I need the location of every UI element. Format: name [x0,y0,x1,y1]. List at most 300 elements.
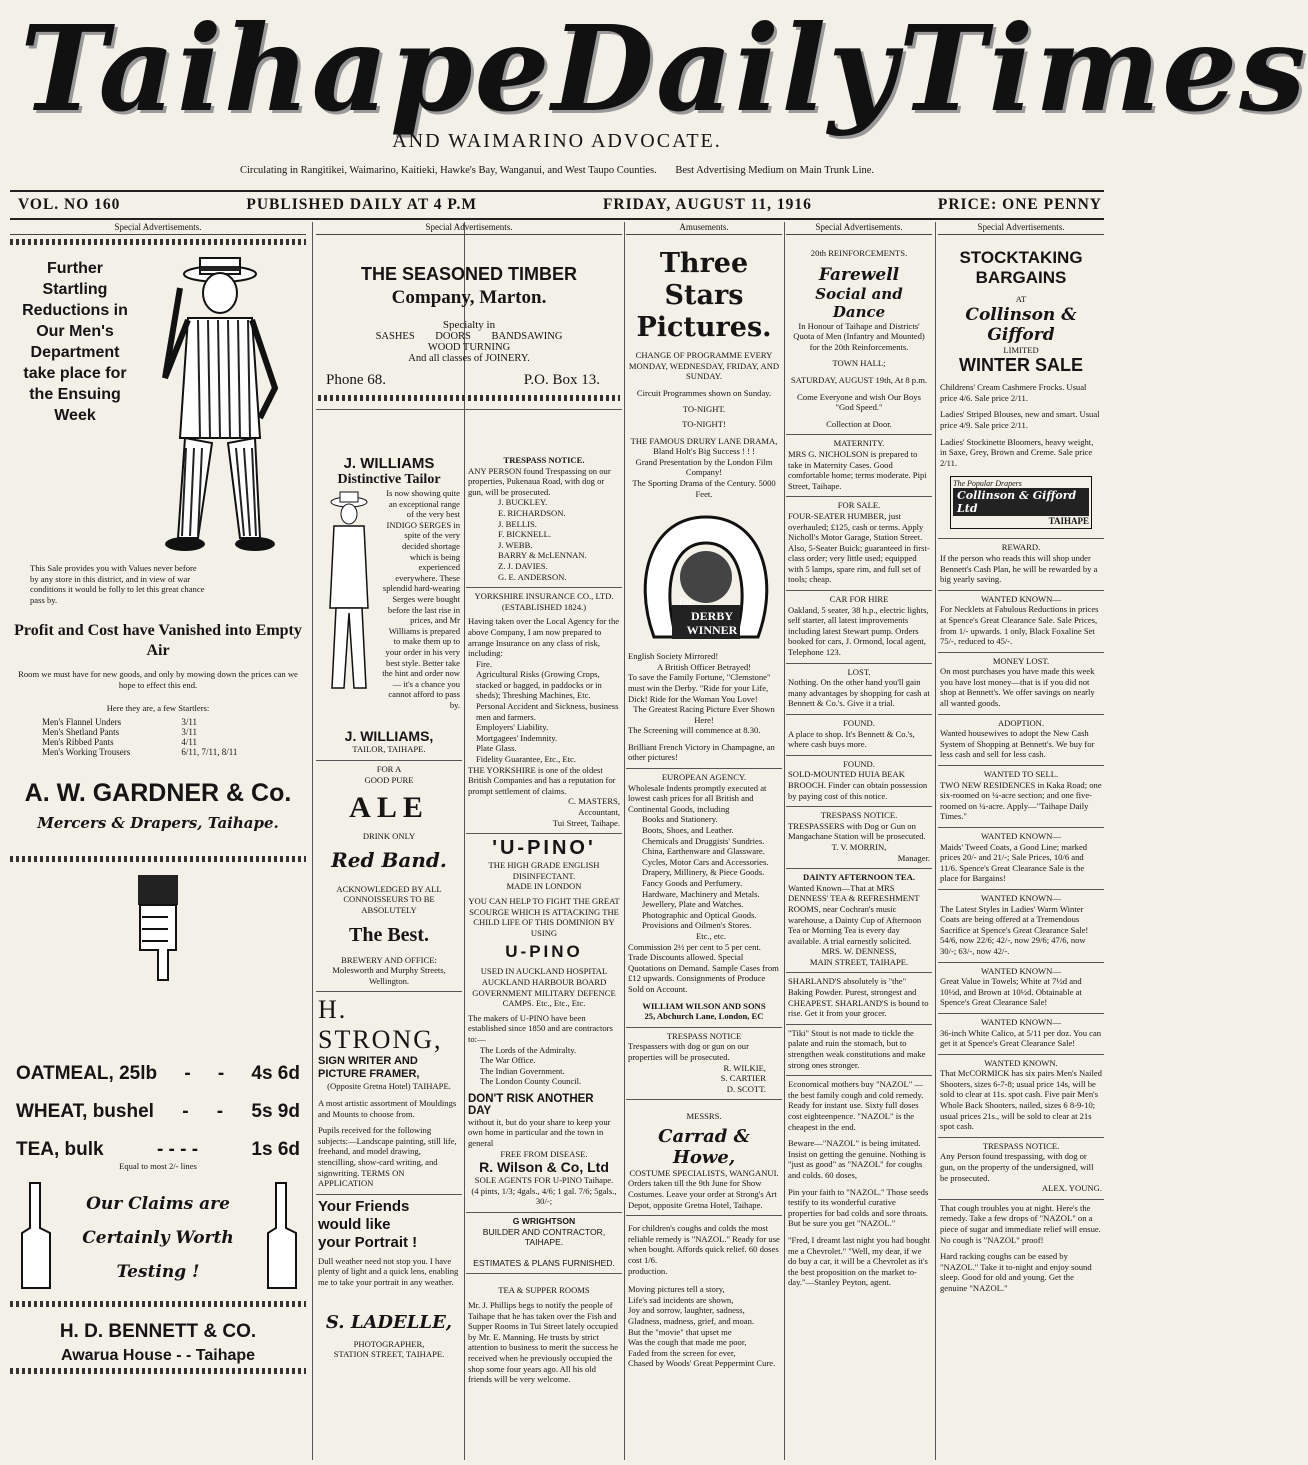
gardner-firm-name: A. W. GARDNER & Co. [24,779,292,808]
afternoon-tea-advert [786,869,932,973]
title-word-taihape: Taihape [20,0,552,138]
name: J. BUCKLEY. [498,497,548,508]
ale-address: Molesworth and Murphy Streets, Wellington. [332,965,446,986]
masthead [0,0,1308,230]
notice-title: WANTED KNOWN— [981,831,1061,841]
trespass-3-name: T. V. MORRIN, [831,841,887,852]
ornamental-border [318,395,620,401]
reward-title: REWARD. [1001,542,1041,553]
ale-drink-only: DRINK ONLY [362,831,416,842]
wrightson-name: G WRIGHTSON [512,1216,576,1227]
sharland-advert [786,973,932,1024]
farewell-social-advert [786,239,932,435]
portrait-headline [318,1198,460,1252]
risk: Fire. [476,658,492,669]
insurance-risks [468,659,620,765]
tiki-body: "Tiki" Stout is not made to tickle the palate and ruin the stomach, but to strengthen weak constitutions and make strong ones stronger. [788,1027,926,1070]
issue-price: PRICE: ONE PENNY [937,196,1102,213]
circulation-line [0,165,1114,176]
upino-makers: The makers of U-PINO have been established since 1850 and are contractors to:— [468,1012,613,1044]
insurance-agent-role: Accountant, [578,807,620,817]
headline-line: Our Men's [36,323,114,340]
goods-line: China, Earthenware and Glassware. [642,846,765,857]
ale-for: FOR A [376,764,402,775]
notice-title: MONEY LOST. [992,655,1050,666]
timber-wood: WOOD TURNING [427,342,511,353]
programme-change: CHANGE OF PROGRAMME EVERY MONDAY, WEDNESDAY, FRIDAY, AND SUNDAY. [628,350,780,382]
ornamental-border [10,239,306,245]
bennett-firm-sub: Awarua House - - Taihape [60,1346,256,1364]
headline-line: take place for [23,365,127,382]
column-rule [312,222,313,1460]
item: OATMEAL, 25lb [16,1063,158,1085]
tailored-man-illustration [318,488,380,698]
claims-line: Testing ! [116,1261,200,1282]
williams-name: J. WILLIAMS [343,455,435,472]
headline-line: Department [30,344,120,361]
notice-body: For Necklets at Fabulous Reductions in prices at Spence's Great Clearance Sale. Sale Prices, from 1/- upwards. 1 only, Black Foxaline Set 75/-, reduced to 45/-. [940,604,1099,647]
chevrolet-paragraph: "Fred, I dreamt last night you had bought me a Chevrolet." "Well, my dear, if we do buy a car, it will be a Chevrolet as it's the best proposition on the market to-day."—Stanley Peyton, agent. [788,1234,930,1288]
poem-line: Faded from the screen for ever, [628,1347,736,1358]
gardner-headline [10,248,140,563]
name: S. CARTIER [720,1073,766,1084]
red-band-ale-advert [316,761,462,992]
williams-address: TAILOR, TAIHAPE. [352,744,426,755]
circulation-text: Circulating in Rangitikei, Waimarino, Kaitieki, Hawke's Bay, Wanganui, and West Taupo Counties. [239,165,657,176]
nazol-paragraph: Pin your faith to "NAZOL." Those seeds testify to its wonderful curative properties for bad colds and sore throats. But be sure you get "NAZOL." [788,1186,929,1229]
lost-notice [786,664,932,715]
column-heading: Special Advertisements. [938,222,1104,235]
drama-sporting: The Sporting Drama of the Century. 5000 Feet. [632,477,776,499]
notice-body: Great Value in Towels; White at 7½d and 10½d, and Brown at 10½d. Obtainable at Spence's Great Clearance Sale! [940,976,1082,1008]
gardner-price-list [40,717,270,757]
description-line: English Society Mirrored! [628,651,719,662]
williams-signature: J. WILLIAMS, [344,728,434,745]
column-heading: Special Advertisements. [316,222,622,235]
agency-address: 25, Abchurch Lane, London, EC [644,1011,764,1022]
trespass-2-body: Trespassers with dog or gun on our properties will be prosecuted. [628,1041,749,1062]
column-2-body [316,452,462,1460]
social-dance-title: Social and Dance [815,284,903,321]
mccormick-notice [938,1055,1104,1138]
lost-body: Nothing. On the other hand you'll gain many advantages by shopping for cash at Bennett & Co.'s. Give it a trial. [788,677,930,709]
carrad-howe-advert [626,1100,782,1216]
notice-body: TWO NEW RESIDENCES in Kaka Road; one six-roomed on ¼-acre section; and one five-roomed on ¼-acre. Apply—"Taihape Daily Times." [940,779,1102,822]
wanted-known-notice [938,890,1104,963]
ale-brand: Red Band. [331,847,447,872]
headline-line: your Portrait ! [318,1233,418,1251]
agency-goods [628,814,780,941]
price-row [40,717,270,727]
item-price: 6/11, 7/11, 8/11 [181,747,238,758]
timber-advert [316,239,622,410]
ladelle-role: PHOTOGRAPHER, [353,1338,425,1349]
collinson-gifford-logo [950,476,1092,529]
derby-winner-horseshoe-illustration [632,507,776,647]
price-row [40,747,270,757]
ornamental-border [10,856,306,862]
notice-title: WANTED KNOWN— [981,965,1061,976]
wanted-known-notice [938,828,1104,890]
agency-title: EUROPEAN AGENCY. [661,772,747,783]
wanted-known-notice [938,591,1104,653]
stock-item: Childrens' Cream Cashmere Frocks. Usual price 4/6. Sale price 2/11. [940,382,1087,403]
williams-advert [316,452,462,761]
three-stars-title [628,248,780,344]
trespass-notice-3-advert [786,807,932,869]
risk: Agricultural Risks (Growing Crops, stacked or bagged, in paddocks or in sheds); Threshing Machines, Etc. [476,669,602,701]
column-heading: Amusements. [626,222,782,235]
ladelle-name: S. LADELLE, [325,1311,453,1333]
adoption-notice [938,715,1104,766]
notice-body: Any Person found trespassing, with dog or gun, on the property of the undersigned, will be prosecuted. [940,1151,1094,1183]
agency-body: Wholesale Indents promptly executed at lowest cash prices for all British and Continental Goods, including [628,782,767,814]
price: 4s 6d [251,1063,300,1085]
column-1 [10,222,306,1460]
column-heading: Special Advertisements. [786,222,932,235]
agency-commission: Commission 2½ per cent to 5 per cent. Trade Discounts allowed. Special Quotations on Demand. Sample Cases from £12 upwards. Consignments of Produce Sold on Account. [628,941,779,994]
european-agency-advert [626,769,782,1028]
name: Z. J. DAVIES. [498,560,548,571]
nazol-paragraph: Beware—"NAZOL" is being imitated. Insist on getting the genuine. Nothing is "just as good" as "NAZOL" for coughs and colds. 60 doses, [788,1138,926,1180]
gardner-profit-headline: Profit and Cost have Vanished into Empty Air [14,622,302,660]
notice-title: TRESPASS NOTICE. [982,1140,1060,1151]
wanted-known-notice [938,963,1104,1014]
tea-rooms-title: TEA & SUPPER ROOMS [498,1285,590,1296]
strong-advert [316,992,462,1194]
trespass-3-role: Manager. [897,852,930,863]
description-line: The Greatest Racing Picture Ever Shown Here! [633,704,775,725]
newspaper-title [0,0,1308,138]
name: G. E. ANDERSON. [498,571,567,582]
stock-at: AT [1015,294,1027,304]
notice-title: WANTED KNOWN— [981,1016,1061,1027]
timber-phone: Phone 68. [326,372,386,388]
upino-name: U-PINO [505,942,583,962]
tea-rooms-body: Mr. J. Phillips begs to notify the people of Taihape that he has taken over the Fish and Supper Rooms in Tui Street lately occupied by Mr. E. Manning. He trusts by strict attention to business to merit the success he received when he previously occupied the shop some four years ago. All his old friends will be very welcome. [468,1300,619,1385]
upino-free: FREE FROM DISEASE. [500,1148,588,1159]
maternity-body: MRS G. NICHOLSON is prepared to take in Maternity Cases. Good comfortable home; terms moderate. Pipi Street, Taihape. [788,448,927,491]
goods-line: Provisions and Oilmen's Stores. [642,920,752,931]
williams-body-wrap [318,488,460,710]
trespass-3-title: TRESPASS NOTICE. [820,810,898,821]
strong-role: SIGN WRITER AND PICTURE FRAMER, [318,1055,420,1081]
for-sale-body: FOUR-SEATER HUMBER, just overhauled; £125, cash or terms. Apply Nicholl's Motor Garage, Station Street. Also, 5-Seater Buick; guaranteed in first-class order; very little used; equipped with 5 lamps, spare rim, and full set of tools; cheap. [788,510,930,585]
description-line: Brilliant French Victory in Champagne, an other pictures! [628,741,775,763]
contractor: The Indian Government. [480,1065,565,1076]
found-notice-1 [786,715,932,756]
tonight-2: TO-NIGHT! [682,418,726,429]
derby-description [628,651,780,763]
found-body: SOLD-MOUNTED HUIA BEAK BROOCH. Finder can obtain possession by paying cost of this notice. [788,769,928,801]
contractor: The War Office. [480,1055,536,1066]
poem-line: Joy and sorrow, laughter, sadness, [628,1305,745,1316]
trespass-notice-4-advert [938,1138,1104,1200]
wrightson-role: BUILDER AND CONTRACTOR, TAIHAPE. [482,1226,606,1248]
risk: Plate Glass. [476,743,517,754]
risk: Mortgagees' Indemnity. [476,732,558,743]
wanted-to-sell-notice [938,766,1104,828]
nazol-paragraph: Economical mothers buy "NAZOL" —the best family cough and cold remedy. Ready for instant use. Sixty full doses cost eighteenpence. "NAZOL" is the cheapest in the end. [788,1079,924,1132]
timber-box: P.O. Box 13. [523,372,600,388]
goods-line: Photographic and Optical Goods. [642,909,757,920]
goods-line: Chemicals and Druggists' Sundries. [642,835,765,846]
item-price: 3/11 [181,717,198,728]
description-line: The Screening will commence at 8.30. [628,725,761,736]
contractor: The London County Council. [480,1076,582,1087]
notice-title: WANTED TO SELL. [983,769,1059,780]
trespass-3-body: TRESPASSERS with Dog or Gun on Mangachane Station will be prosecuted. [788,820,926,842]
afternoon-tea-title: DAINTY AFTERNOON TEA. [803,872,915,883]
derby-the: The [678,597,693,609]
goods-line: Drapery, Millinery, & Piece Goods. [642,867,765,878]
nazol-body: For children's coughs and colds the most reliable remedy is "NAZOL." Ready for use when bought. Affords quick relief. 60 doses cost 1/6. [628,1223,780,1266]
nazol-advert [626,1216,782,1372]
car-hire-title: CAR FOR HIRE [829,594,889,605]
upino-agent: R. Wilson & Co, Ltd [479,1159,609,1176]
stock-winter-sale: WINTER SALE [959,355,1083,376]
bennett-price-row: TEA, bulk - - - - 1s 6d [16,1139,300,1161]
column-5 [786,222,932,1460]
gardner-advert-top [10,248,306,563]
ale-title: ALE [349,791,429,825]
issue-date: FRIDAY, AUGUST 11, 1916 [602,196,812,213]
notice-title: WANTED KNOWN— [981,892,1061,903]
williams-body: Is now showing quite an exceptional range of the very best INDIGO SERGES in spite of the very decided shortage which is being experienced everywhere. These splendid hard-wearing Serges were bought before the last rise in prices, and Mr Williams is prepared to make them up to your order in his very best style. Better take the hint and order now — it's a chance you cannot afford to pass by. [382,488,460,710]
stock-item: Ladies' Striped Blouses, new and smart. Usual price 4/9. Sale price 2/11. [940,409,1100,430]
bennett-price-row: WHEAT, bushel - - 5s 9d [16,1101,300,1123]
poem-line: But the "movie" that upset me [628,1326,732,1337]
farewell-collection: Collection at Door. [826,418,892,429]
ornamental-border [10,1301,306,1307]
claims-text [60,1187,256,1289]
item-name: Men's Ribbed Pants [42,737,114,748]
name: E. RICHARDSON. [498,507,566,518]
column-4 [626,222,782,1460]
yorkshire-insurance-advert [466,588,622,834]
upino-sub: THE HIGH GRADE ENGLISH DISINFECTANT. [488,860,600,881]
notice-title: WANTED KNOWN— [981,593,1061,604]
notice-title: WANTED KNOWN. [984,1057,1058,1068]
price: 5s 9d [251,1101,300,1123]
insurance-title: YORKSHIRE INSURANCE CO., LTD. [474,591,614,602]
name: R. WILKIE, [723,1062,766,1073]
dateline [18,196,1102,214]
notice-body: Maids' Tweed Coats, a Good Line; marked prices 20/- and 21/-; Sale Prices, 10/6 and 11/6. Spence's Great Clearance Sale is the place for Bargains! [940,841,1088,884]
timber-joinery: And all classes of JOINERY. [408,353,530,364]
notice-signature: ALEX. YOUNG. [1041,1183,1102,1194]
name: D. SCOTT. [726,1083,766,1094]
goods-line: Jewellery, Plate and Watches. [642,899,744,910]
strong-pupils: Pupils received for the following subjects:—Landscape painting, still life, freehand, and model drawing, stencilling, show-card writing, and signwriting. TERMS ON APPLICATION [318,1125,457,1189]
bennett-price-row: OATMEAL, 25lb - - 4s 6d [16,1063,300,1085]
stock-title-1: STOCKTAKING [959,248,1083,267]
subtitle: AND WAIMARINO ADVOCATE. [392,130,722,152]
cough-notices [938,1200,1104,1297]
tiki-stout-advert [786,1025,932,1076]
farewell-title: Farewell [818,264,900,285]
goods-line: Cycles, Motor Cars and Accessories. [642,856,769,867]
afternoon-tea-name: MRS. W. DENNESS, [821,946,897,957]
circuit-programmes: Circuit Programmes shown on Sunday. [636,387,772,398]
item-name: Men's Flannel Unders [42,717,122,728]
reinforcements: 20th REINFORCEMENTS. [810,248,908,258]
williams-role: Distinctive Tailor [337,472,441,487]
gardner-body: This Sale provides you with Values never before by any store in this district, and in view of war conditions it would be folly to let this great chance pass by. [30,563,205,605]
price: 1s 6d [251,1139,300,1161]
publication-schedule: PUBLISHED DAILY AT 4 P.M [246,196,477,213]
title-line: Pictures. [636,312,772,343]
three-stars-pictures-advert [626,239,782,769]
risk: Personal Accident and Sickness, business men and farmers. [476,701,619,722]
ale-best: The Best. [349,923,429,946]
upino-agent-sub: SOLE AGENTS FOR U-PINO Taihape. [474,1175,614,1186]
winner-word: WINNER [686,623,738,638]
stocktaking-bargains-advert [938,239,1104,539]
agency-firm: WILLIAM WILSON AND SONS [642,1000,766,1011]
price-row [40,737,270,747]
headline-line: Reductions in [22,302,128,319]
notice-title: ADOPTION. [997,717,1045,728]
trespass-2-title: TRESPASS NOTICE [666,1030,742,1041]
ladelle-advert [316,1195,462,1363]
found-body: A place to shop. It's Bennett & Co.'s, where cash buys more. [788,728,915,750]
upino-dont-body: without it, but do your share to keep your own home in particular and the town in general [468,1116,611,1149]
gardner-starters: Here they are, a few Startlers: [106,702,210,713]
nazol-notices [786,1076,932,1291]
column-rule [624,222,625,1460]
poem-line: Was the cough that made me poor, [628,1337,747,1348]
ale-brewery: BREWERY AND OFFICE: [341,954,437,965]
headline-line: the Ensuing [29,386,121,403]
car-hire-body: Oakland, 5 seater, 38 h.p., electric lights, self starter, all latest improvements including latest Stewart pump. Orders booked for cars, J. Ormond, local agent, Telephone 123. [788,604,929,658]
headline-line: Startling [42,281,108,298]
wrightson-advert [466,1213,622,1274]
risk: Employers' Liability. [476,722,549,733]
timber-specialty: Specialty in [442,319,496,331]
raised-hand-right-icon [256,1178,306,1298]
notice-body: On most purchases you have made this week you have lost money—that is if you did not shop at Bennett's. We offer savings on nearly all wanted goods. [940,666,1095,709]
logo-top-text: The Popular Drapers [953,479,1022,489]
derby-word: DERBY [690,609,733,624]
insurance-body: Having taken over the Local Agency for the above Company, I am now prepared to arrange Insurance on any class of risk, including: [468,616,620,659]
farewell-honour: In Honour of Taihape and Districts' Quota of Men (Infantry and Mounted) for the 20th Reinforcements. [793,320,925,352]
man-in-boater-illustration [140,248,306,563]
afternoon-tea-body: Wanted Known—That at MRS DENNESS' TEA & REFRESHMENT ROOMS, near Cochran's music warehouse, a Dainty Cup of Afternoon Tea or Morning Tea is every day available. A trial earnestly solicited. [788,882,922,946]
column-6 [938,222,1104,1460]
item-name: Men's Working Trousers [42,747,131,758]
item-name: Men's Shetland Pants [42,727,120,738]
drama-success: Bland Holt's Big Success ! ! ! [653,446,755,457]
strong-body: A most artistic assortment of Mouldings and Mounts to choose from. [318,1098,457,1119]
pointing-hand-icon [10,865,306,995]
reward-body: If the person who reads this will shop under Bennett's Cash Plan, he will be rewarded by a big yearly saving. [940,552,1098,585]
name: J. BELLIS. [498,518,537,529]
headline-line: would like [318,1215,391,1233]
drama-title: THE FAMOUS DRURY LANE DRAMA, [630,435,778,446]
name: F. BICKNELL. [498,529,552,540]
upino-title: 'U-PINO' [492,837,596,860]
masthead-rule-top [10,190,1104,192]
headline-line: Your Friends [318,1197,410,1215]
item-price: 3/11 [181,727,198,738]
for-sale-title: FOR SALE. [837,500,881,511]
logo-firm: Collinson & Gifford Ltd [953,488,1089,516]
stock-title-2: BARGAINS [975,268,1067,287]
poem-line: Moving pictures tell a story, [628,1284,725,1295]
trespass-notice-advert [466,452,622,588]
bennett-claims [10,1178,306,1298]
name: BARRY & McLENNAN. [498,550,587,561]
carrad-messrs: MESSRS. [686,1111,722,1122]
drama-grand: Grand Presentation by the London Film Company! [635,456,773,478]
money-lost-notice [938,653,1104,715]
trespass-2-names [628,1063,780,1095]
insurance-established: (ESTABLISHED 1824.) [501,601,587,612]
headline-line: Week [54,407,96,424]
farewell-hall: TOWN HALL; [832,358,886,369]
strong-opposite: (Opposite Gretna Hotel) TAIHAPE. [327,1081,451,1092]
stock-firm: Collinson & Gifford [965,304,1077,345]
ladelle-address: STATION STREET, TAIHAPE. [333,1349,445,1360]
trespass-body: ANY PERSON found Trespassing on our properties, Pukenaua Road, with dog or gun, will be prosecuted. [468,465,611,497]
nazol-production: production. [628,1265,668,1276]
for-sale-advert [786,497,932,591]
upino-body: YOU CAN HELP TO FIGHT THE GREAT SCOURGE WHICH IS ATTACKING THE CHILD LIFE OF THIS DOMINION BY USING [468,895,620,938]
maternity-title: MATERNITY. [833,438,885,449]
cough-paragraph: Hard racking coughs can be eased by "NAZOL." Take it to-night and enjoy sound sleep. Good for old and young. Get the genuine "NAZOL." [940,1251,1092,1293]
stock-item: Ladies' Stockinette Bloomers, heavy weight, in Saxe, Grey, Brown and Creme. Sale price 2/11. [940,436,1094,468]
contractor: The Lords of the Admiralty. [480,1044,577,1055]
claims-line: Our Claims are [86,1193,230,1214]
ale-acknowledged: ACKNOWLEDGED BY ALL CONNOISSEURS TO BE ABSOLUTELY [336,883,442,916]
description-line: To save the Family Fortune, "Clemstone" must win the Derby. "Ride for your Life, Dick! Ride for the Woman You Love! [628,672,771,704]
bennett-firm-name: H. D. BENNETT & CO. [59,1320,257,1342]
lost-title: LOST. [847,666,871,677]
cough-paragraph: That cough troubles you at night. Here's the remedy. Take a few drops of "NAZOL" on a piece of sugar and immediate relief will ensue. No cough is "NAZOL" proof! [940,1202,1101,1245]
afternoon-tea-address: MAIN STREET, TAIHAPE. [809,956,909,967]
upino-prices: (4 pints, 1/3; 4gals., 4/6; 1 gal. 7/6; 5gals., 30/-; [471,1185,617,1207]
stock-items [940,382,1102,468]
timber-title: THE SEASONED TIMBER [360,264,578,284]
column-rule [784,222,785,1460]
column-rule [935,222,936,1460]
carrad-name: Carrad & Howe, [658,1125,750,1168]
volume-number: VOL. NO 160 [18,196,121,213]
masthead-rule-bottom [10,218,1104,220]
insurance-agent-address: Tui Street, Taihape. [552,817,620,828]
headline-line: Further [47,260,103,277]
item: WHEAT, bushel [16,1101,154,1123]
claims-line: Certainly Worth [82,1227,234,1248]
spacer [10,995,306,1055]
tonight-1: TO-NIGHT. [682,404,726,415]
upino-advert [466,834,622,1213]
car-for-hire-advert [786,591,932,664]
item: TEA, bulk [16,1139,104,1161]
farewell-invite: Come Everyone and wish Our Boys "God Speed." [797,391,921,413]
trespass-title: TRESPASS NOTICE. [503,455,585,465]
nazol-poem [628,1284,780,1369]
name: J. WEBB. [498,539,533,550]
farewell-date: SATURDAY, AUGUST 19th, At 8 p.m. [790,374,928,385]
notice-body: That McCORMICK has six pairs Men's Nailed Shooters, sizes 6-7-8; usual price 14s, will be sold to clear at 11s. spot cash. Five pair Men's Whole Back Shooters, nailed, sizes 6 8-9-10; usual prices 21s., will be sold to clear at 21s spot cash. [940,1068,1102,1132]
tea-supper-rooms-advert [466,1274,622,1387]
logo-town: TAIHAPE [1048,516,1089,527]
poem-line: Chased by Woods' Great Peppermint Cure. [628,1358,776,1369]
goods-line: Hardware, Machinery and Metals. [642,888,760,899]
goods-line: Etc., etc. [695,930,727,941]
